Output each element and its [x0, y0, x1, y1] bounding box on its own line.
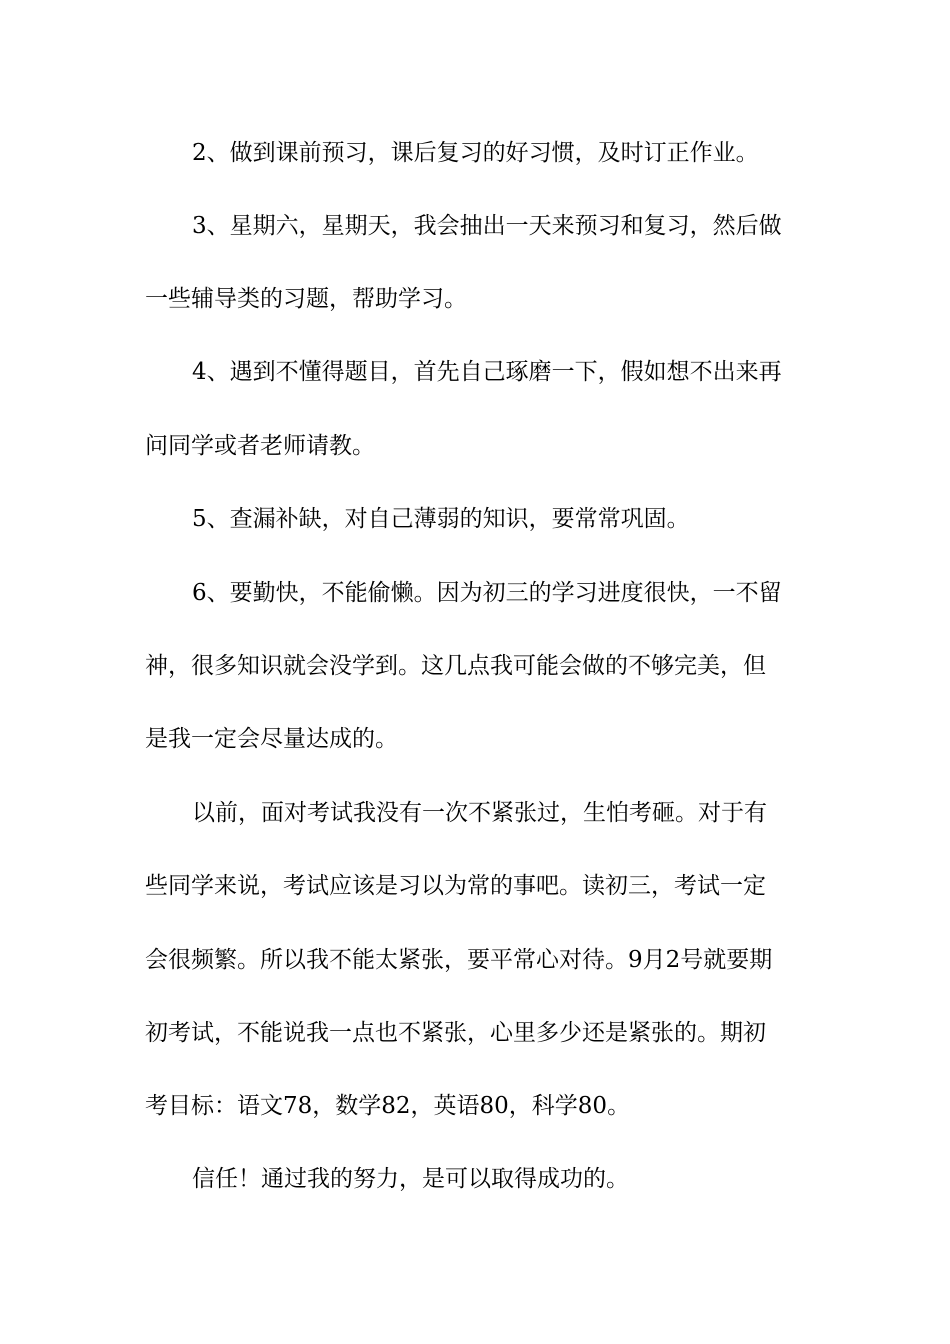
text-line: 信任！通过我的努力，是可以取得成功的。 — [192, 1166, 629, 1192]
text-line: 一些辅导类的习题，帮助学习。 — [145, 286, 467, 312]
text-line: 以前，面对考试我没有一次不紧张过，生怕考砸。对于有 — [192, 800, 767, 826]
text-line: 会很频繁。所以我不能太紧张，要平常心对待。9月2号就要期 — [145, 947, 773, 973]
text-line: 初考试，不能说我一点也不紧张，心里多少还是紧张的。期初 — [145, 1020, 766, 1046]
text-line: 3、星期六，星期天，我会抽出一天来预习和复习，然后做 — [192, 213, 782, 239]
text-line: 6、要勤快，不能偷懒。因为初三的学习进度很快，一不留 — [192, 580, 782, 606]
text-line: 问同学或者老师请教。 — [145, 433, 375, 459]
text-line: 些同学来说，考试应该是习以为常的事吧。读初三，考试一定 — [145, 873, 766, 899]
text-line: 5、查漏补缺，对自己薄弱的知识，要常常巩固。 — [192, 506, 690, 532]
text-line: 神，很多知识就会没学到。这几点我可能会做的不够完美，但 — [145, 653, 766, 679]
text-line: 是我一定会尽量达成的。 — [145, 726, 398, 752]
text-line: 4、遇到不懂得题目，首先自己琢磨一下，假如想不出来再 — [192, 359, 782, 385]
text-line: 考目标：语文78，数学82，英语80，科学80。 — [145, 1093, 631, 1119]
text-line: 2、做到课前预习，课后复习的好习惯，及时订正作业。 — [192, 140, 759, 166]
